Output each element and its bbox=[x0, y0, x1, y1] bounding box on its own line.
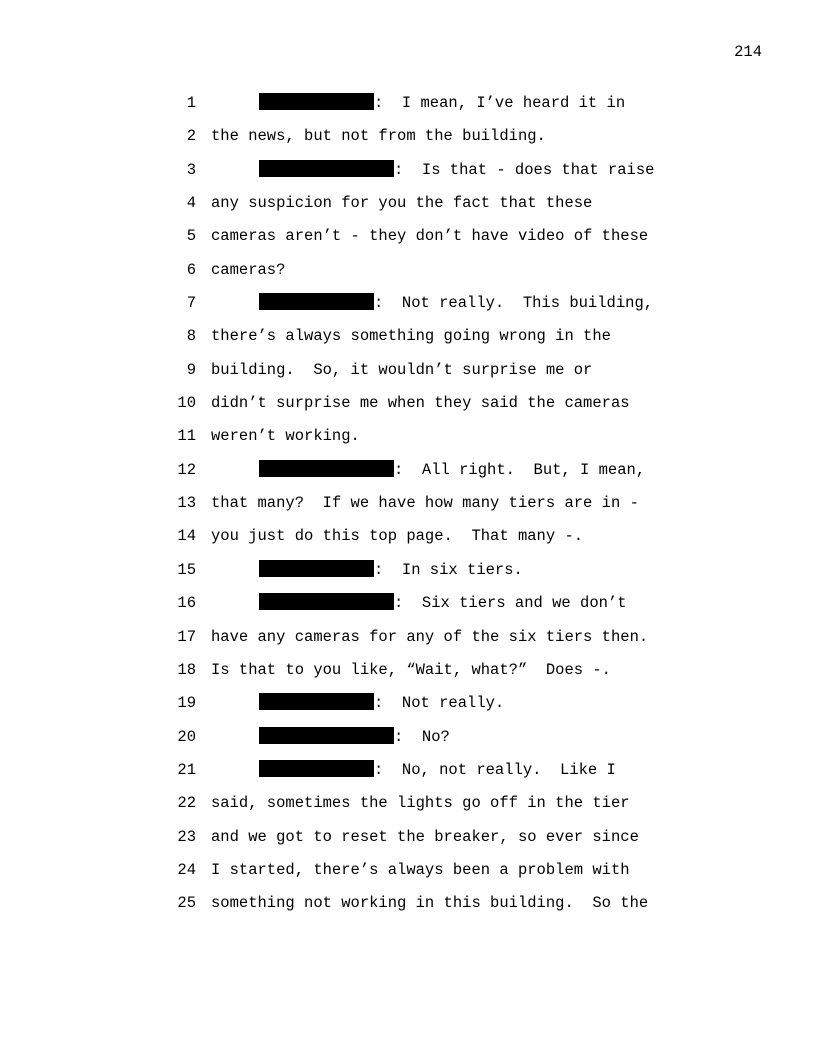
line-text: that many? If we have how many tiers are in - bbox=[211, 494, 639, 513]
redacted-speaker-name bbox=[259, 693, 374, 710]
transcript-line bbox=[0, 827, 816, 860]
line-content bbox=[211, 126, 546, 146]
line-number: 15 bbox=[177, 560, 196, 579]
line-content bbox=[211, 493, 639, 513]
line-text: I started, there’s always been a problem with bbox=[211, 860, 630, 879]
line-text: : Not really. This building, bbox=[374, 294, 654, 313]
line-content bbox=[211, 193, 592, 213]
line-text: you just do this top page. That many -. bbox=[211, 527, 584, 546]
line-number: 12 bbox=[177, 460, 196, 479]
line-content bbox=[211, 360, 592, 380]
line-text: didn’t surprise me when they said the cameras bbox=[211, 394, 630, 413]
line-content bbox=[259, 593, 627, 613]
transcript-line bbox=[0, 360, 816, 393]
line-text: weren’t working. bbox=[211, 427, 360, 446]
redacted-speaker-name bbox=[259, 293, 374, 310]
page-number: 214 bbox=[734, 43, 762, 61]
line-text: : In six tiers. bbox=[374, 560, 523, 579]
line-number: 1 bbox=[186, 94, 196, 112]
transcript-line bbox=[0, 93, 816, 126]
line-content bbox=[211, 426, 360, 446]
line-content bbox=[211, 660, 611, 680]
transcript-line bbox=[0, 560, 816, 593]
transcript-line bbox=[0, 860, 816, 893]
transcript-body bbox=[0, 93, 816, 927]
transcript-line bbox=[0, 193, 816, 226]
transcript-line bbox=[0, 460, 816, 493]
line-content bbox=[211, 226, 648, 246]
line-content bbox=[259, 460, 645, 480]
line-text: something not working in this building. So the bbox=[211, 894, 649, 913]
line-text: there’s always something going wrong in the bbox=[211, 327, 611, 346]
line-text: : Is that - does that raise bbox=[394, 160, 655, 179]
redacted-speaker-name bbox=[259, 460, 394, 477]
line-number: 9 bbox=[186, 360, 196, 379]
transcript-line bbox=[0, 226, 816, 259]
line-content bbox=[211, 526, 583, 546]
line-number: 19 bbox=[177, 694, 196, 713]
line-number: 8 bbox=[186, 327, 196, 346]
line-content bbox=[211, 393, 630, 413]
line-content bbox=[211, 627, 648, 647]
transcript-line bbox=[0, 160, 816, 193]
redacted-speaker-name bbox=[259, 560, 374, 577]
line-number: 16 bbox=[177, 594, 196, 613]
line-content bbox=[211, 260, 285, 280]
transcript-line bbox=[0, 660, 816, 693]
transcript-line bbox=[0, 760, 816, 793]
line-number: 11 bbox=[177, 427, 196, 446]
line-content bbox=[211, 793, 630, 813]
line-content bbox=[259, 160, 654, 180]
transcript-line bbox=[0, 593, 816, 626]
transcript-line bbox=[0, 526, 816, 559]
line-number: 18 bbox=[177, 660, 196, 679]
line-content bbox=[211, 893, 648, 913]
line-number: 4 bbox=[186, 194, 196, 213]
line-number: 5 bbox=[186, 227, 196, 246]
line-content bbox=[259, 727, 450, 747]
redacted-speaker-name bbox=[259, 93, 374, 110]
line-number: 2 bbox=[186, 127, 196, 146]
line-number: 17 bbox=[177, 627, 196, 646]
transcript-line bbox=[0, 326, 816, 359]
line-text: and we got to reset the breaker, so ever since bbox=[211, 827, 639, 846]
transcript-line bbox=[0, 793, 816, 826]
line-number: 24 bbox=[177, 860, 196, 879]
line-number: 20 bbox=[177, 727, 196, 746]
line-number: 6 bbox=[186, 260, 196, 279]
line-content bbox=[259, 560, 523, 580]
transcript-line bbox=[0, 727, 816, 760]
line-text: Is that to you like, “Wait, what?” Does -. bbox=[211, 660, 611, 679]
line-text: : I mean, I’ve heard it in bbox=[374, 94, 626, 112]
line-number: 23 bbox=[177, 827, 196, 846]
redacted-speaker-name bbox=[259, 160, 394, 177]
line-text: building. So, it wouldn’t surprise me or bbox=[211, 360, 593, 379]
line-number: 7 bbox=[186, 294, 196, 313]
transcript-line bbox=[0, 893, 816, 926]
line-content bbox=[211, 860, 630, 880]
line-number: 22 bbox=[177, 794, 196, 813]
line-content bbox=[211, 326, 611, 346]
redacted-speaker-name bbox=[259, 727, 394, 744]
line-number: 25 bbox=[177, 894, 196, 913]
line-content bbox=[259, 693, 504, 713]
line-content bbox=[211, 827, 639, 847]
line-text: have any cameras for any of the six tiers then. bbox=[211, 627, 649, 646]
transcript-line bbox=[0, 627, 816, 660]
line-text: : No, not really. Like I bbox=[374, 760, 616, 779]
line-number: 21 bbox=[177, 760, 196, 779]
line-text: cameras aren’t - they don’t have video of these bbox=[211, 227, 649, 246]
line-number: 14 bbox=[177, 527, 196, 546]
line-number: 13 bbox=[177, 494, 196, 513]
transcript-line bbox=[0, 293, 816, 326]
transcript-line bbox=[0, 426, 816, 459]
transcript-line bbox=[0, 393, 816, 426]
transcript-line bbox=[0, 260, 816, 293]
transcript-line bbox=[0, 126, 816, 159]
line-text: said, sometimes the lights go off in the tier bbox=[211, 794, 630, 813]
transcript-line bbox=[0, 693, 816, 726]
line-text: : Not really. bbox=[374, 694, 505, 713]
line-number: 3 bbox=[186, 160, 196, 179]
redacted-speaker-name bbox=[259, 760, 374, 777]
line-number: 10 bbox=[177, 394, 196, 413]
line-content bbox=[259, 760, 616, 780]
line-content bbox=[259, 93, 625, 113]
line-text: : No? bbox=[394, 727, 450, 746]
redacted-speaker-name bbox=[259, 593, 394, 610]
line-text: cameras? bbox=[211, 260, 286, 279]
line-text: the news, but not from the building. bbox=[211, 127, 546, 146]
line-text: any suspicion for you the fact that these bbox=[211, 194, 593, 213]
line-content bbox=[259, 293, 653, 313]
line-text: : Six tiers and we don’t bbox=[394, 594, 627, 613]
transcript-line bbox=[0, 493, 816, 526]
line-text: : All right. But, I mean, bbox=[394, 460, 646, 479]
